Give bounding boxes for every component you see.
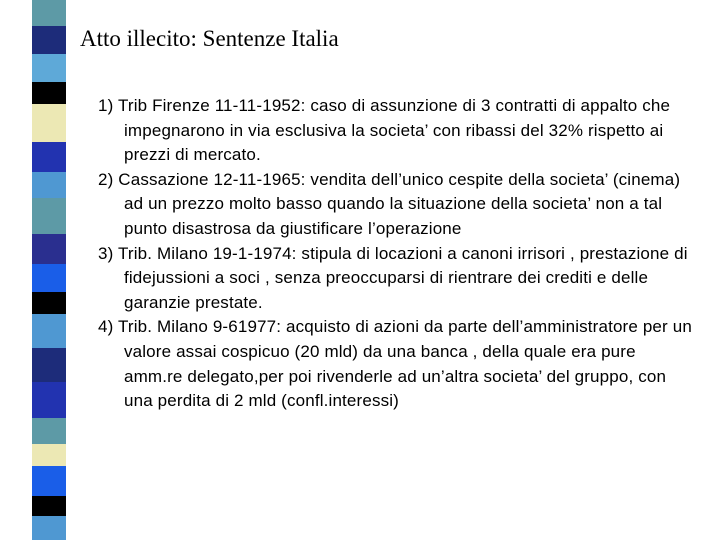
stripe-block xyxy=(32,444,66,466)
list-item: 3) Trib. Milano 19-1-1974: stipula di locazioni a canoni irrisori , prestazione di fidejussioni a soci , senza preoccuparsi di rientrare dei crediti e delle garanzie prestate. xyxy=(98,243,688,312)
stripe-block xyxy=(32,516,66,540)
case-list xyxy=(98,94,698,414)
stripe-block xyxy=(32,264,66,292)
stripe-block xyxy=(32,234,66,264)
list-item: 1) Trib Firenze 11-11-1952: caso di assunzione di 3 contratti di appalto che impegnarono in via esclusiva la societa’ con ribassi del 32% rispetto ai prezzi di mercato. xyxy=(98,96,671,165)
stripe-block xyxy=(32,348,66,382)
stripe-block xyxy=(32,82,66,104)
stripe-block xyxy=(32,54,66,82)
stripe-block xyxy=(32,418,66,444)
stripe-block xyxy=(32,142,66,172)
slide-title: Atto illecito: Sentenze Italia xyxy=(80,26,339,51)
stripe-block xyxy=(32,466,66,496)
stripe-block xyxy=(32,382,66,418)
stripe-block xyxy=(32,0,66,26)
decorative-stripe xyxy=(32,0,66,540)
stripe-block xyxy=(32,314,66,348)
stripe-block xyxy=(32,198,66,234)
list-item: 2) Cassazione 12-11-1965: vendita dell’unico cespite della societa’ (cinema) ad un prezzo molto basso quando la situazione della societa’ non a tal punto disastrosa da giustificare l’operazione xyxy=(98,169,681,238)
stripe-block xyxy=(32,104,66,142)
stripe-block xyxy=(32,496,66,516)
list-item: 4) Trib. Milano 9-61977: acquisto di azioni da parte dell’amministratore per un valore assai cospicuo (20 mld) da una banca , della quale era pure amm.re delegato,per poi rivenderle ad un’altra societa’ del gruppo, con una perdita di 2 mld (confl.interessi) xyxy=(98,317,692,411)
stripe-block xyxy=(32,26,66,54)
stripe-block xyxy=(32,172,66,198)
stripe-block xyxy=(32,292,66,314)
